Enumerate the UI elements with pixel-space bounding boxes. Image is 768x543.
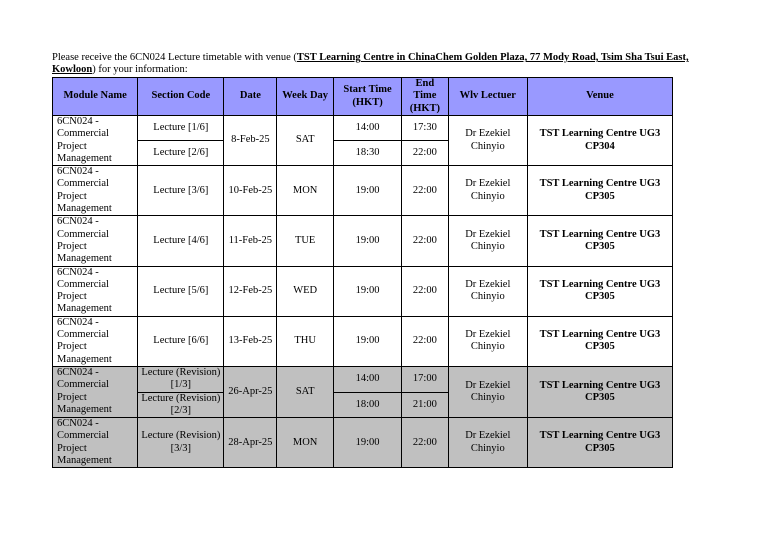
end-time-cell: 22:00 [402,266,449,316]
header-week-day: Week Day [277,78,334,116]
table-row [53,166,673,216]
table-row [53,316,673,366]
date-cell: 13-Feb-25 [224,316,277,366]
header-date: Date [224,78,277,116]
header-venue: Venue [527,78,672,116]
module-name-cell: 6CN024 - Commercial Project Management [53,316,138,366]
venue-cell: TST Learning Centre UG3 CP305 [527,316,672,366]
venue-cell: TST Learning Centre UG3 CP304 [527,116,672,166]
section-code-cell: Lecture [3/6] [138,166,224,216]
venue-cell: TST Learning Centre UG3 CP305 [527,266,672,316]
start-time-cell: 19:00 [334,216,402,266]
date-cell: 8-Feb-25 [224,116,277,166]
header-section-code: Section Code [138,78,224,116]
end-time-cell: 22:00 [402,216,449,266]
section-code-cell: Lecture [4/6] [138,216,224,266]
header-start-time: Start Time (HKT) [334,78,402,116]
lecturer-cell: Dr Ezekiel Chinyio [448,216,527,266]
table-row [53,418,673,468]
intro-suffix: ) for your information: [92,64,188,75]
weekday-cell: MON [277,166,334,216]
module-name-cell: 6CN024 - Commercial Project Management [53,116,138,166]
lecturer-cell: Dr Ezekiel Chinyio [448,266,527,316]
module-name-cell: 6CN024 - Commercial Project Management [53,266,138,316]
section-code-cell: Lecture (Revision) [2/3] [138,392,224,418]
weekday-cell: TUE [277,216,334,266]
date-cell: 26-Apr-25 [224,366,277,417]
section-code-cell: Lecture (Revision) [3/3] [138,418,224,468]
weekday-cell: SAT [277,366,334,417]
end-time-cell: 22:00 [402,316,449,366]
section-code-cell: Lecture (Revision) [1/3] [138,366,224,392]
header-lecturer: Wlv Lectuer [448,78,527,116]
module-name-cell: 6CN024 - Commercial Project Management [53,418,138,468]
venue-cell: TST Learning Centre UG3 CP305 [527,166,672,216]
header-module-name: Module Name [53,78,138,116]
lecturer-cell: Dr Ezekiel Chinyio [448,116,527,166]
header-end-time: End Time (HKT) [402,78,449,116]
date-cell: 28-Apr-25 [224,418,277,468]
end-time-cell: 21:00 [402,392,449,418]
table-row [53,366,673,392]
end-time-cell: 22:00 [402,166,449,216]
module-name-cell: 6CN024 - Commercial Project Management [53,166,138,216]
lecturer-cell: Dr Ezekiel Chinyio [448,366,527,417]
table-row [53,266,673,316]
timetable [52,77,673,468]
weekday-cell: SAT [277,116,334,166]
end-time-cell: 17:30 [402,116,449,141]
table-row [53,216,673,266]
start-time-cell: 19:00 [334,166,402,216]
start-time-cell: 19:00 [334,418,402,468]
intro-prefix: Please receive the 6CN024 Lecture timetable with venue ( [52,52,297,63]
venue-cell: TST Learning Centre UG3 CP305 [527,418,672,468]
start-time-cell: 18:30 [334,141,402,166]
module-name-cell: 6CN024 - Commercial Project Management [53,366,138,417]
module-name-cell: 6CN024 - Commercial Project Management [53,216,138,266]
date-cell: 12-Feb-25 [224,266,277,316]
start-time-cell: 19:00 [334,316,402,366]
section-code-cell: Lecture [5/6] [138,266,224,316]
start-time-cell: 18:00 [334,392,402,418]
end-time-cell: 22:00 [402,418,449,468]
weekday-cell: WED [277,266,334,316]
section-code-cell: Lecture [6/6] [138,316,224,366]
weekday-cell: THU [277,316,334,366]
lecturer-cell: Dr Ezekiel Chinyio [448,418,527,468]
start-time-cell: 14:00 [334,366,402,392]
intro-paragraph [52,52,702,76]
weekday-cell: MON [277,418,334,468]
start-time-cell: 14:00 [334,116,402,141]
section-code-cell: Lecture [2/6] [138,141,224,166]
date-cell: 10-Feb-25 [224,166,277,216]
date-cell: 11-Feb-25 [224,216,277,266]
venue-address: TST Learning Centre in ChinaChem Golden Plaza, 77 Mody Road, Tsim Sha Tsui East, Kowloon [52,52,689,75]
end-time-cell: 17:00 [402,366,449,392]
table-row [53,116,673,141]
timetable-header-row [53,78,673,116]
lecturer-cell: Dr Ezekiel Chinyio [448,166,527,216]
lecturer-cell: Dr Ezekiel Chinyio [448,316,527,366]
end-time-cell: 22:00 [402,141,449,166]
section-code-cell: Lecture [1/6] [138,116,224,141]
start-time-cell: 19:00 [334,266,402,316]
venue-cell: TST Learning Centre UG3 CP305 [527,216,672,266]
venue-cell: TST Learning Centre UG3 CP305 [527,366,672,417]
